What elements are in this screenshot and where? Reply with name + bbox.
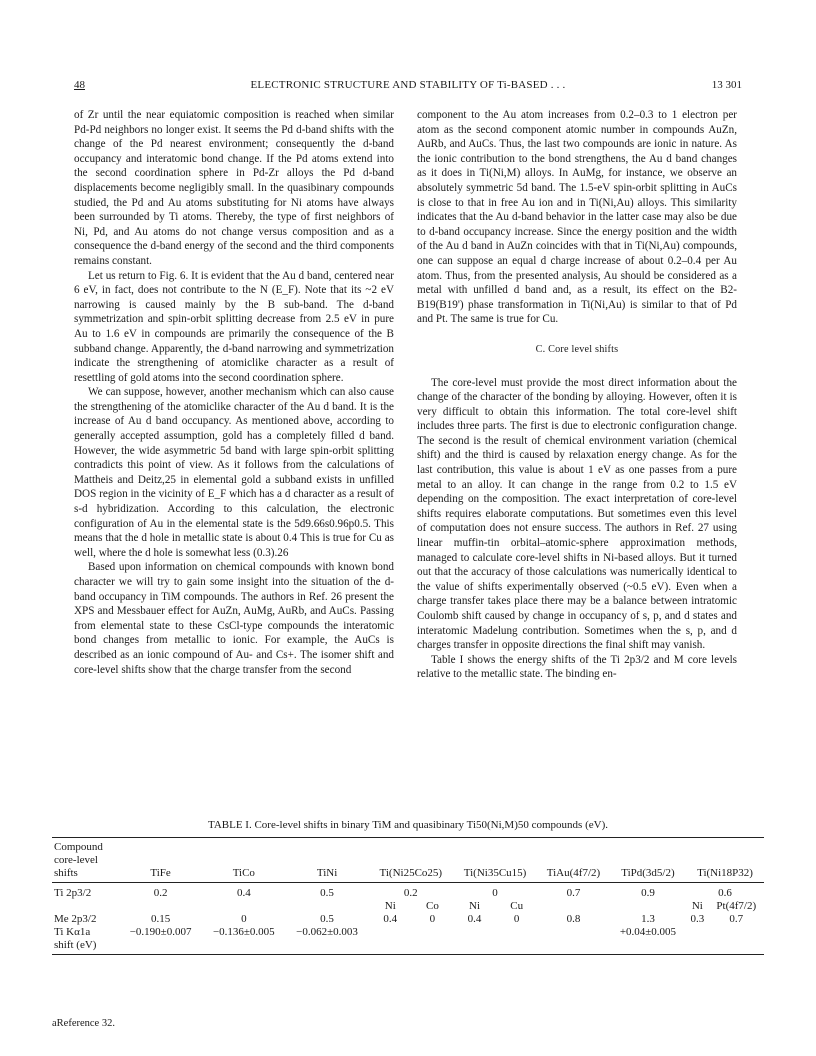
table-cell: 0.9 <box>641 887 655 899</box>
column-header: Ti(Ni35Cu15) <box>463 867 527 879</box>
row-label: Ti Kα1a <box>54 926 91 938</box>
stub-header <box>52 841 119 880</box>
table-cell: 0 <box>513 913 520 925</box>
column-header: TiNi <box>316 867 338 879</box>
row-label: Ti 2p3/2 <box>54 887 92 899</box>
stub-header-line: shifts <box>54 867 78 879</box>
table-cell: 0 <box>429 913 436 925</box>
right-column <box>417 108 737 682</box>
table-cell: +0.04±0.005 <box>619 926 677 938</box>
sub-label: Cu <box>510 900 524 912</box>
sub-label: Ni <box>691 900 703 912</box>
paragraph: Let us return to Fig. 6. It is evident that the Au d band, centered near 6 eV, in fact, does not contribute to the N (E_F). Note that its ~2 eV narrowing is caused mainly by the B sub-band. The d-band symmetrization and spin-orbit splitting decrease from 2.5 eV in pure Au to 1.6 eV in compounds are primarily the consequence of the B subband change. Apparently, the d-band narrowing and symmetrization indicate the strengthening of atomiclike character as a result of resettling of gold atoms into the second coordination sphere. <box>74 269 394 384</box>
paragraph: We can suppose, however, another mechanism which can also cause the strengthening of the atomiclike character of the Au d band. It is the increase of Au d band occupancy. As mentioned above, according to generally accepted assumption, gold has a completely filled d band. However, the wide asymmetric 5d band with large spin-orbit splitting contradicts this point of view. As it follows from the calculations of Mattheis and Deitz,25 in elemental gold a subband exists in unfilled DOS region in the vicinity of E_F which has a d character as a result of s-d hybridization. According to this calculation, the electronic configuration of Au in the elemental state is the 5d9.66s0.96p0.5. This means that the d hole in metallic state is about 0.4 This is true for Cu as well, where the d hole is somewhat less (0.3).26 <box>74 386 394 559</box>
core-level-table <box>52 841 764 952</box>
table-cell: −0.062±0.003 <box>296 926 358 938</box>
running-title: ELECTRONIC STRUCTURE AND STABILITY OF Ti-BASED . . . <box>250 79 566 91</box>
paragraph: component to the Au atom increases from 0.2–0.3 to 1 electron per atom as the second component atomic number in compounds AuZn, AuRb, and AuCs. Thus, the last two compounds are ionic in nature. As the ionic contribution to the bond strengthens, the Au d band changes as it does in Ti(Ni,M) alloys. In AuMg, for instance, we observe an absolutely symmetric 5d band. The 1.5-eV spin-orbit splitting in AuCs is close to that in free Au ion and in Ti(Ni,Au) alloys. This similarity indicates that the Au d-band behavior in the latter case may also be due to d-band occupancy increase. Since the energy position and the width of the Au d band in AuZn coincides with that in Ti(Ni,Au) compounds, one can suppose an equal d charge increase of about 0.2–0.4 per Au atom. Thus, from the presented analysis, Au should be considered as a metal with unfilled d band and, as a result, its effect on the B2-B19(B19') phase transformation in Ti(Ni,Au) is similar to that of Pd and Pt. The same is true for Cu. <box>417 109 737 326</box>
left-column <box>74 108 394 677</box>
stub-header-line: core-level <box>54 854 98 866</box>
table-caption: TABLE I. Core-level shifts in binary TiM and quasibinary Ti50(Ni,M)50 compounds (eV). <box>208 819 608 831</box>
column-header: Ti(Ni25Co25) <box>379 867 443 879</box>
table-cell: 0.7 <box>729 913 744 925</box>
row-label: shift (eV) <box>54 939 97 951</box>
sub-label: Ni <box>469 900 481 912</box>
table-cell: 0.15 <box>150 913 171 925</box>
column-header: TiAu(4f7/2) <box>546 867 601 879</box>
table-cell: 0.2 <box>153 887 168 899</box>
table-cell: 0.4 <box>236 887 251 899</box>
sub-label: Pt(4f7/2) <box>716 900 757 912</box>
volume-page: 13 301 <box>711 79 742 91</box>
row-label: Me 2p3/2 <box>54 913 97 925</box>
table-bottom-rule <box>52 954 764 955</box>
table-cell: −0.136±0.005 <box>212 926 275 938</box>
table-cell: 0 <box>241 913 247 925</box>
paragraph: Table I shows the energy shifts of the Ti 2p3/2 and M core levels relative to the metallic state. The binding en- <box>417 653 737 681</box>
table-header-rule <box>52 882 764 883</box>
section-heading: C. Core level shifts <box>535 343 619 355</box>
sub-label: Ni <box>384 900 396 912</box>
column-header: TiCo <box>232 867 255 879</box>
column-header: Ti(Ni18P32) <box>697 867 753 879</box>
table-cell: 0.6 <box>718 887 732 899</box>
table-cell: 0.2 <box>403 887 418 899</box>
table-cell: 0.5 <box>320 887 334 899</box>
table-cell: 0.8 <box>566 913 581 925</box>
table-cell: 0.5 <box>320 913 334 925</box>
table-top-rule <box>52 837 764 838</box>
stub-header-line: Compound <box>54 841 103 853</box>
table-cell: −0.190±0.007 <box>129 926 192 938</box>
table-cell: 0.4 <box>467 913 482 925</box>
column-header: TiFe <box>150 867 171 879</box>
page-number: 48 <box>74 79 85 91</box>
table-cell: 0 <box>492 887 498 899</box>
running-header <box>74 79 742 95</box>
table-cell: 0.7 <box>566 887 581 899</box>
column-header: TiPd(3d5/2) <box>621 867 675 879</box>
paragraph: of Zr until the near equiatomic composition is reached when similar Pd-Pd neighbors no longer exist. It seems the Pd d-band shifts with the change of the Pd nearest environment; consequently the d-band occupancy and interatomic bond change. If the Pd atoms extend into the second coordination sphere in Pd-Zr alloys the Pd d-band displacements become negligibly small. In the quasibinary compounds studied, the Pd and Au atoms substituting for Ni atoms have always been surrounded by Ti atoms. Thereby, the type of first neighbors of Ni, Pd, and Au atoms do not change versus composition and as a consequence the d-band energy of the second and the third components remains constant. <box>74 109 394 267</box>
table-1 <box>52 819 764 955</box>
paragraph: Based upon information on chemical compounds with known bond character we will try to gain some insight into the situation of the d-band occupancy in TiM compounds. The authors in Ref. 26 present the XPS and Messbauer effect for AuZn, AuMg, AuRb, and AuCs. Passing from elemental state to these CsCl-type compounds the interatomic bond changes from metallic to ionic. For example, the AuCs is described as an ionic compound of Au- and Cs+. The isomer shift and core-level shifts show that the charge transfer from the second <box>74 561 394 676</box>
table-cell: 1.3 <box>641 913 655 925</box>
table-cell: 0.4 <box>383 913 398 925</box>
table-cell: 0.3 <box>690 913 705 925</box>
table-footnote: aReference 32. <box>52 1018 115 1029</box>
paragraph: The core-level must provide the most direct information about the change of the character of the bonding by alloying. However, often it is very difficult to obtain this information. The total core-level shift includes three parts. The first is due to electronic configuration change. The second is the result of chemical environment variation (chemical shift) and the third is caused by relaxation energy change. As for the last contribution, this value is about 1 eV as one passes from a pure metal to an alloy. It can change in the range from 0.2 to 1.5 eV depending on the composition. The exact interpretation of core-level shifts requires elaborate computations. But sometimes even this level of computation does not ensure success. The authors in Ref. 27 using linear muffin-tin orbital–atomic-sphere approximation methods, managed to calculate core-level shifts in Ni-based alloys. But it turned out that the accuracy of those calculations was numerically identical to the value of shifts experimentally observed (~0.5 eV). Even when a charge transfer takes place there may be a balance between intratomic Coulomb shift caused by change in occupancy of s, p, and d states and interatomic Madelung contribution. Sometimes when the s, p, and d charges transfer in opposite directions the final shift may vanish. <box>417 376 737 652</box>
sub-label: Co <box>425 900 439 912</box>
